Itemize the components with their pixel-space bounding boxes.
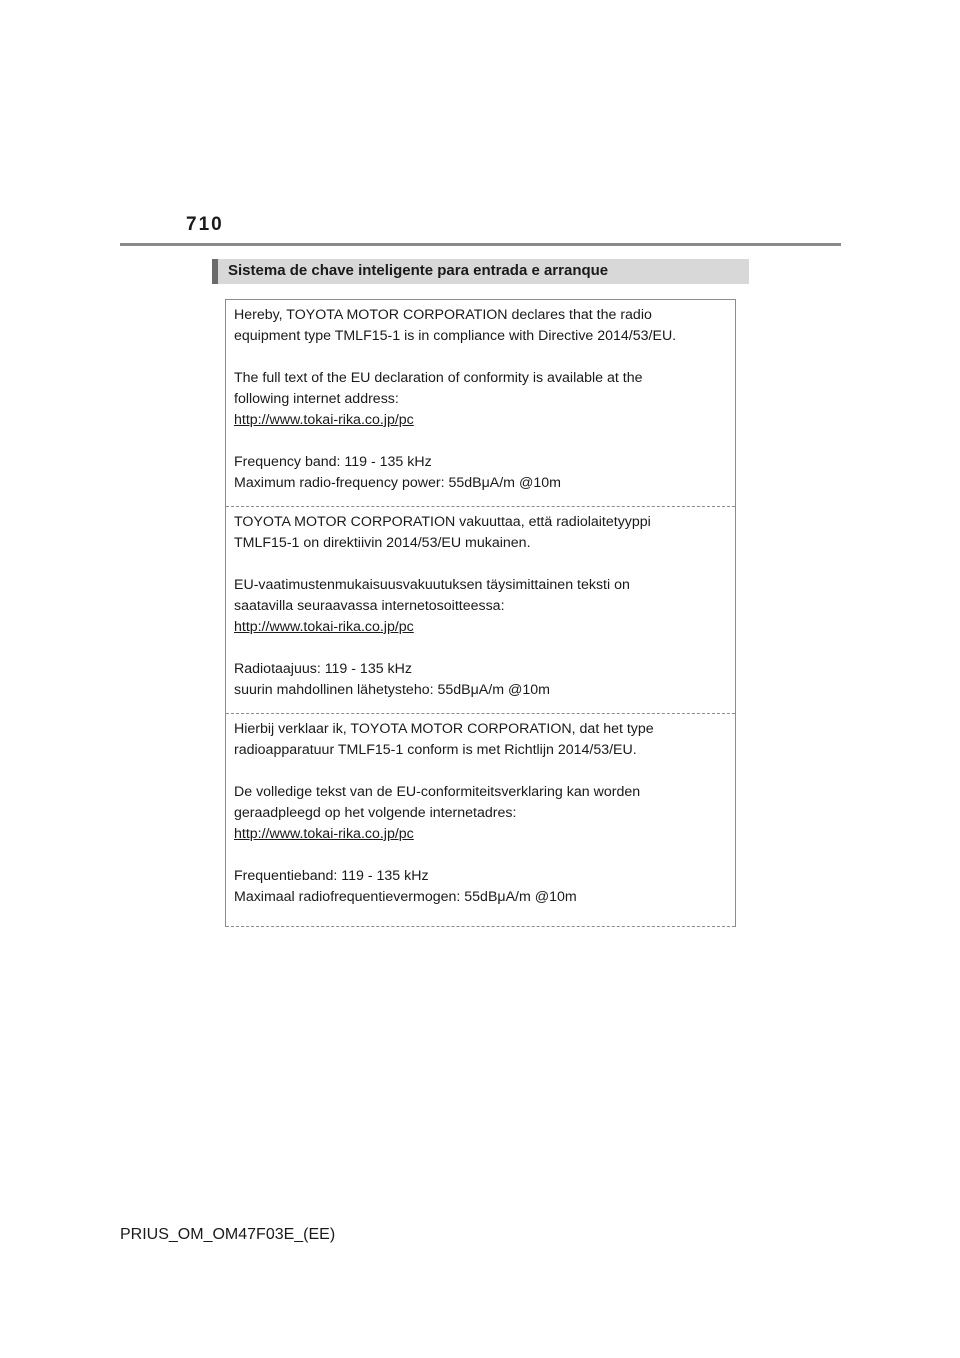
declaration-english <box>226 300 735 507</box>
statement-line: TMLF15-1 on direktiivin 2014/53/EU mukainen. <box>234 535 531 551</box>
statement-line: TOYOTA MOTOR CORPORATION vakuuttaa, että radiolaitetyyppi <box>234 514 651 530</box>
header-divider <box>120 243 841 246</box>
page-number: 710 <box>186 214 224 235</box>
frequency-band: Frequentieband: 119 - 135 kHz <box>234 868 429 884</box>
fulltext-line: The full text of the EU declaration of conformity is available at the <box>234 370 643 386</box>
fulltext-line: following internet address: <box>234 391 399 407</box>
declaration-dutch <box>226 714 735 927</box>
frequency-band: Radiotaajuus: 119 - 135 kHz <box>234 661 412 677</box>
statement-line: equipment type TMLF15-1 is in compliance with Directive 2014/53/EU. <box>234 328 677 344</box>
fulltext-line: De volledige tekst van de EU-conformiteitsverklaring kan worden <box>234 784 641 800</box>
statement-line: radioapparatuur TMLF15-1 conform is met Richtlijn 2014/53/EU. <box>234 742 637 758</box>
document-footer: PRIUS_OM_OM47F03E_(EE) <box>120 1226 336 1243</box>
max-power: suurin mahdollinen lähetysteho: 55dBμA/m @10m <box>234 682 550 698</box>
section-title: Sistema de chave inteligente para entrada e arranque <box>228 262 609 279</box>
fulltext-line: geraadpleegd op het volgende internetadres: <box>234 805 517 821</box>
declaration-link[interactable]: http://www.tokai-rika.co.jp/pc <box>234 412 414 428</box>
fulltext-line: saatavilla seuraavassa internetosoitteessa: <box>234 598 505 614</box>
frequency-band: Frequency band: 119 - 135 kHz <box>234 454 432 470</box>
section-heading-bar <box>212 259 749 284</box>
fulltext-line: EU-vaatimustenmukaisuusvakuutuksen täysimittainen teksti on <box>234 577 630 593</box>
declaration-table <box>225 299 736 927</box>
max-power: Maximum radio-frequency power: 55dBμA/m @10m <box>234 475 561 491</box>
statement-line: Hereby, TOYOTA MOTOR CORPORATION declares that the radio <box>234 307 652 323</box>
declaration-finnish <box>226 507 735 714</box>
declaration-link[interactable]: http://www.tokai-rika.co.jp/pc <box>234 619 414 635</box>
max-power: Maximaal radiofrequentievermogen: 55dBμA/m @10m <box>234 889 577 905</box>
declaration-link[interactable]: http://www.tokai-rika.co.jp/pc <box>234 826 414 842</box>
statement-line: Hierbij verklaar ik, TOYOTA MOTOR CORPORATION, dat het type <box>234 721 654 737</box>
